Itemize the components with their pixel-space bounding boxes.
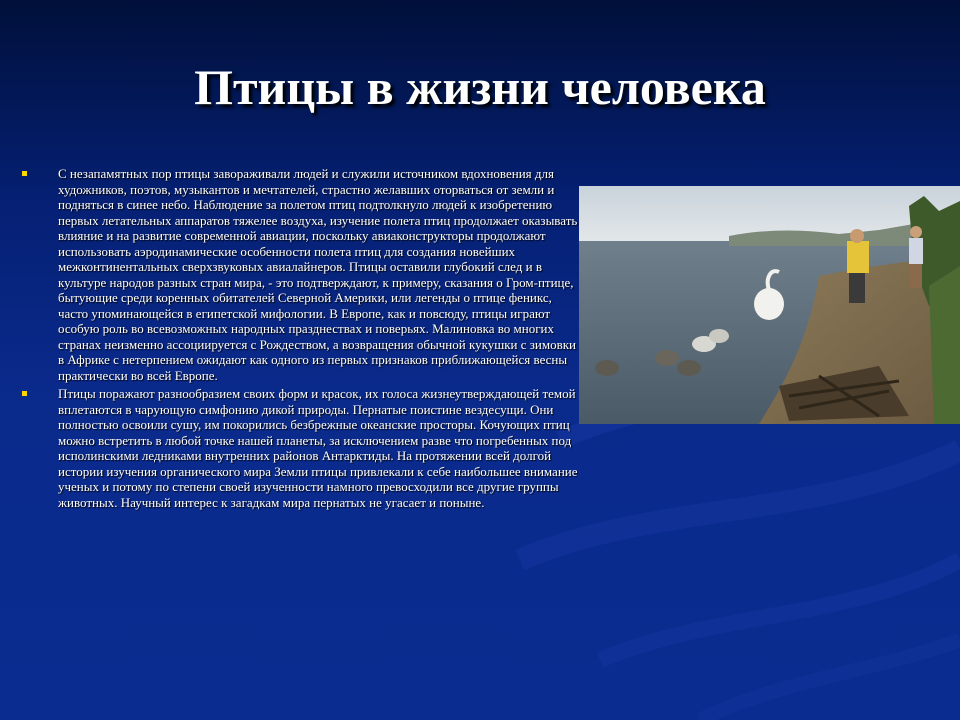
bullet-item: [20, 166, 582, 383]
bullet-list: [20, 166, 582, 513]
bullet-text: С незапамятных пор птицы завораживали людей и служили источником вдохновения для художников, поэтов, музыкантов и мечтателей, страстно желавших оторваться от земли и подняться в синее небо. Наблюдение за полетом птиц подтолкнуло людей к изобретению первых летательных аппаратов тяжелее воздуха, изучение полета птиц продолжает оказывать влияние и на развитие современной авиации, поскольку авиаконструкторы продолжают использовать аэродинамические особенности полета птиц для создания новейших межконтинентальных сверхзвуковых авиалайнеров. Птицы оставили глубокий след и в культуре народов разных стран мира, - это подтверждают, к примеру, сказания о Гром-птице, бытующие среди коренных обитателей Северной Америки, или легенды о птице феникс, часто упоминающейся в египетской мифологии. В Европе, как и повсюду, птицы играют особую роль во всевозможных народных празднествах и поверьях. Малиновка во многих странах неизменно ассоциируется с Рождеством, а возвращения обычной кукушки с зимовки в Африке с нетерпением ожидают как одного из первых признаков приближающейся весны практически во всей Европе.: [58, 166, 578, 383]
bullet-text: Птицы поражают разнообразием своих форм и красок, их голоса жизнеутверждающей темой вплетаются в чарующую симфонию дикой природы. Пернатые поистине вездесущи. Они полностью освоили сушу, им покорились безбрежные океанские просторы. Кочующих птиц можно встретить в любой точке нашей планеты, за исключением разве что погребенных под исполинскими ледниками внутренних районов Антарктиды. На протяжении всей долгой истории изучения органического мира Земли птицы привлекали к себе наибольшее внимание ученых и потому по степени своей изученности намного превосходили все другие группы животных. Научный интерес к загадкам мира пернатых не угасает и поныне.: [58, 386, 578, 510]
bullet-square-icon: [22, 391, 27, 396]
bullet-item: [20, 386, 582, 510]
swans-beach-photo: [579, 186, 960, 424]
slide-title: Птицы в жизни человека: [194, 59, 766, 115]
bullet-square-icon: [22, 171, 27, 176]
photo-illustration: [579, 186, 960, 424]
